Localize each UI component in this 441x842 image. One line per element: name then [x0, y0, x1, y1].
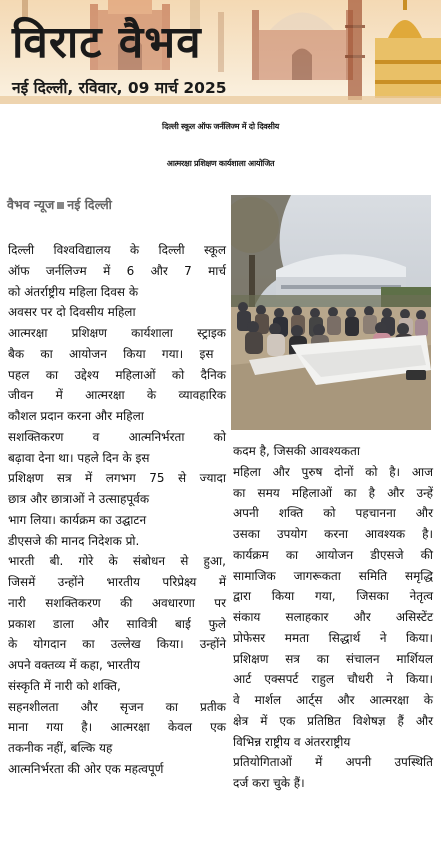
- headline-line-1: दिल्ली स्कूल ऑफ जर्नलिज्म में दो दिवसीय: [162, 122, 279, 131]
- article-line: प्रशिक्षण सत्र का संचालन मार्शियल: [233, 651, 433, 666]
- article-line: सहनशीलता और सृजन का प्रतीक: [8, 699, 226, 714]
- headline-line-2: आत्मरक्षा प्रशिक्षण कार्यशाला आयोजित: [166, 159, 275, 168]
- article-line: डीएसजे की मानद निदेशक प्रो.: [8, 533, 140, 548]
- byline-source: वैभव न्यूज: [7, 197, 55, 212]
- article-line: प्रकाश डाला और सावित्री बाई फुले: [8, 616, 226, 631]
- article-line: जीवन में आत्मरक्षा के व्यावहारिक: [8, 388, 226, 403]
- article-line: प्रशिक्षण सत्र में लगभग 75 से ज्यादा: [8, 471, 226, 486]
- article-line: वे मार्शल आर्ट्स और आत्मरक्षा के: [233, 693, 433, 707]
- article-line: माना गया है। आत्मरक्षा केवल एक: [8, 720, 226, 735]
- article-line: आर्ट एक्सपर्ट राहुल चौधरी ने किया।: [233, 672, 433, 687]
- article-column-left: [8, 240, 226, 780]
- article-line: ऑफ जर्नलिज्म में 6 और 7 मार्च: [8, 263, 226, 278]
- photo-illustration: [231, 195, 431, 430]
- article-line: प्रोफेसर ममता सिद्धार्थ ने किया।: [233, 630, 433, 645]
- article-line: पहल का उद्देश्य महिलाओं को दैनिक: [8, 367, 226, 382]
- article-line: अपनी शक्ति को पहचानना और: [233, 506, 433, 521]
- article-column-right: [233, 441, 433, 794]
- article-line: भाग लिया। कार्यक्रम का उद्घाटन: [8, 512, 147, 527]
- article-line: नारी सशक्तिकरण की अवधारणा पर: [8, 595, 226, 610]
- headline: [0, 108, 441, 182]
- article-line: द्वारा किया गया, जिसका नेतृत्व: [233, 589, 433, 604]
- paper-name: विराट वैभव: [12, 17, 202, 68]
- separator-square-icon: [57, 202, 64, 209]
- workshop-photo: [231, 195, 431, 430]
- article-line: कौशल प्रदान करना और महिला: [8, 409, 144, 423]
- article-line: अवसर पर दो दिवसीय महिला: [8, 305, 136, 320]
- article-line: बढ़ावा देना था। पहले दिन के इस: [8, 450, 150, 465]
- article-line: बैक का आयोजन किया गया। इस: [8, 346, 214, 361]
- article-line: को अंतर्राष्ट्रीय महिला दिवस के: [8, 284, 139, 299]
- article-line: तकनीक नहीं, बल्कि यह: [8, 741, 113, 755]
- byline: [7, 196, 112, 213]
- article-line: सामाजिक जागरूकता समिति समृद्धि: [233, 568, 433, 583]
- article-line: भारती बी. गोरे के संबोधन से हुआ,: [8, 554, 226, 569]
- article-line: आत्मनिर्भरता की ओर एक महत्वपूर्ण: [8, 761, 164, 776]
- byline-place: नई दिल्ली: [67, 197, 112, 212]
- article-line: संकाय सलाहकार और असिस्टेंट: [233, 610, 433, 624]
- article-line: उसका उपयोग करना आवश्यक है।: [233, 527, 433, 541]
- article-line: जिसमें उन्होंने भारतीय परिप्रेक्ष्य में: [8, 575, 226, 589]
- article-line: महिला और पुरुष दोनों को है। आज: [233, 464, 433, 479]
- article-line: के योगदान का उल्लेख किया। उन्होंने: [8, 637, 226, 652]
- masthead: [0, 0, 441, 104]
- dateline: नई दिल्ली, रविवार, 09 मार्च 2025: [12, 79, 227, 97]
- article-line: अपने वक्तव्य में कहा, भारतीय: [8, 658, 140, 672]
- article-line: प्रतियोगिताओं में अपनी उपस्थिति: [233, 755, 433, 770]
- article-line: छात्र और छात्राओं ने उत्साहपूर्वक: [8, 492, 150, 506]
- article-line: आत्मरक्षा प्रशिक्षण कार्यशाला स्ट्राइक: [8, 326, 226, 340]
- article-line: कार्यक्रम का आयोजन डीएसजे की: [233, 547, 433, 562]
- article-line: विभिन्न राष्ट्रीय व अंतरराष्ट्रीय: [233, 734, 351, 749]
- article-line: दर्ज करा चुके हैं।: [233, 776, 305, 790]
- article-line: दिल्ली विश्वविद्यालय के दिल्ली स्कूल: [8, 243, 226, 257]
- article-line: कदम है, जिसकी आवश्यकता: [233, 444, 361, 458]
- article-line: क्षेत्र में एक प्रतिष्ठित विशेषज्ञ हैं और: [233, 713, 433, 728]
- article-line: सशक्तिकरण व आत्मनिर्भरता को: [8, 429, 226, 444]
- article-line: का समय महिलाओं का है और उन्हें: [233, 485, 433, 500]
- article-line: संस्कृति में नारी को शक्ति,: [8, 678, 121, 693]
